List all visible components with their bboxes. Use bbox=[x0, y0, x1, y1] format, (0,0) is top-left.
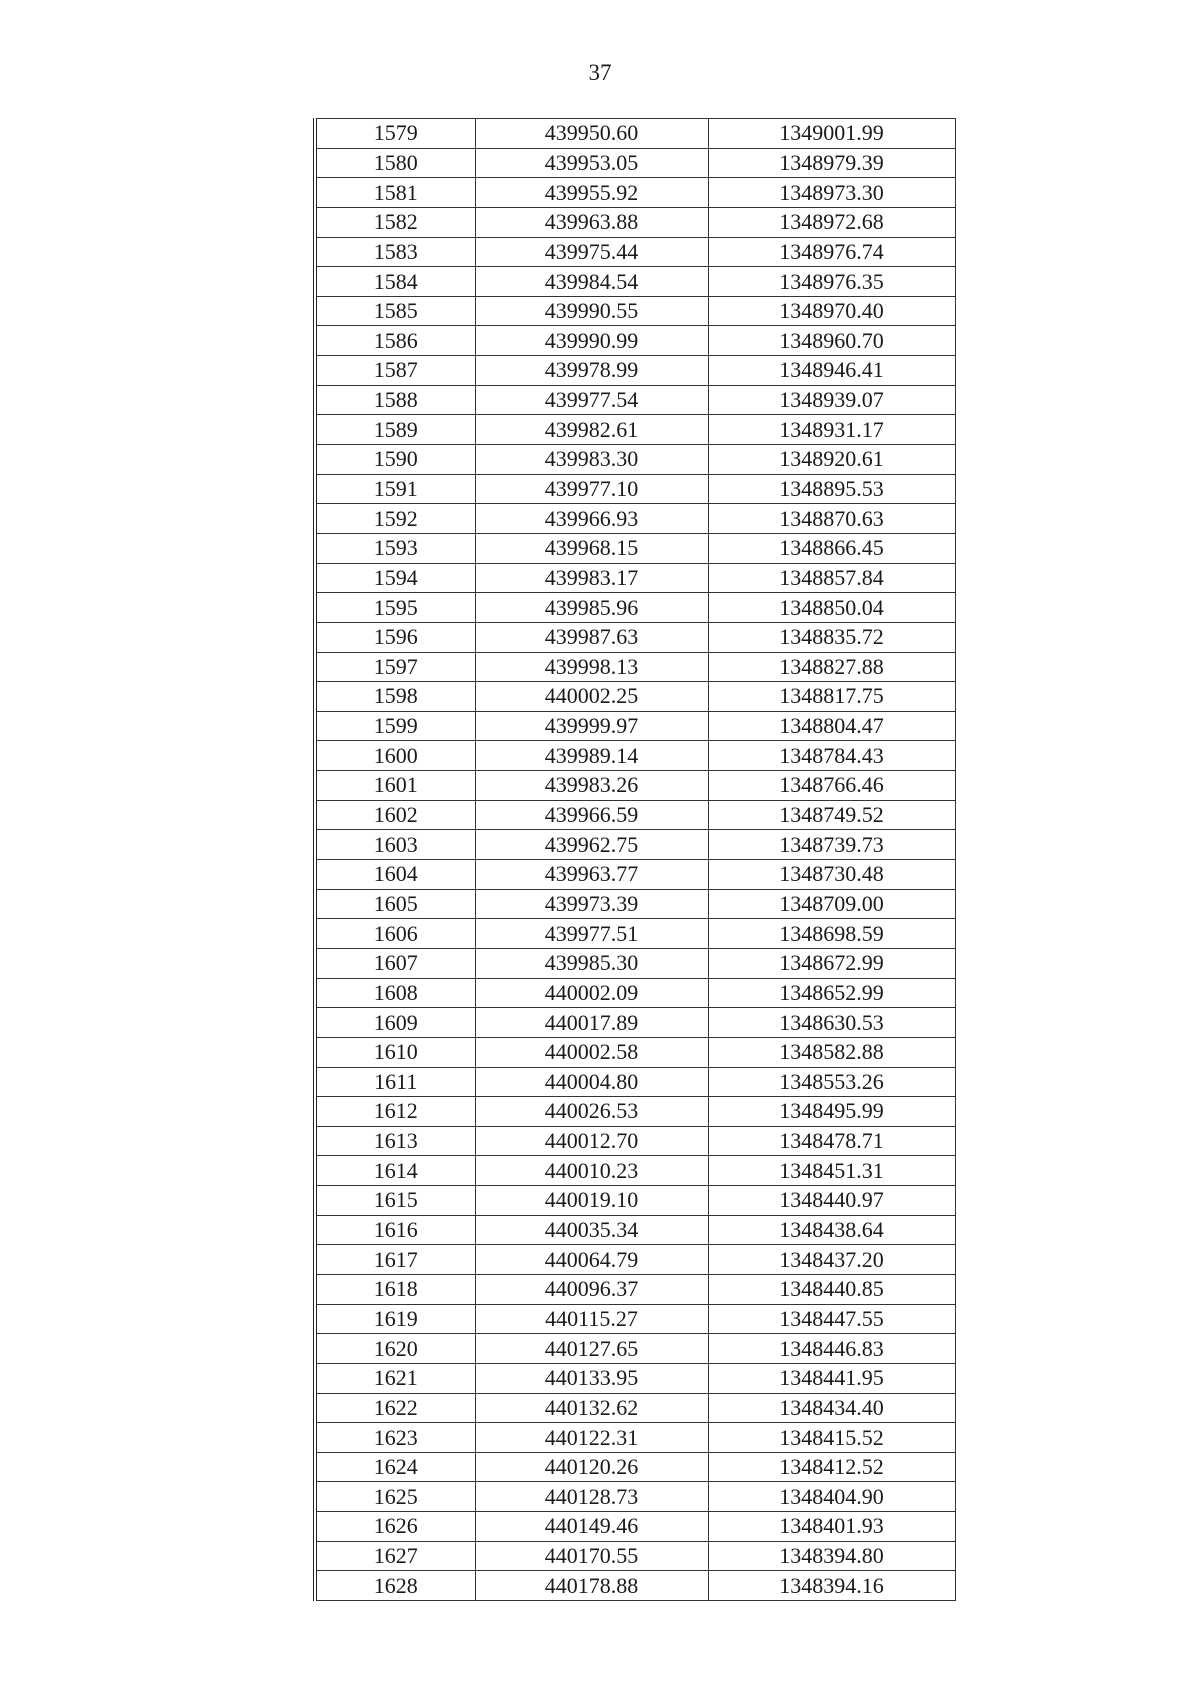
table-row bbox=[315, 445, 955, 475]
x-coordinate-cell: 440002.09 bbox=[475, 978, 708, 1008]
point-number-cell: 1613 bbox=[315, 1126, 475, 1156]
x-coordinate-cell: 439987.63 bbox=[475, 622, 708, 652]
table-row bbox=[315, 652, 955, 682]
x-coordinate-cell: 440004.80 bbox=[475, 1067, 708, 1097]
table-row bbox=[315, 1245, 955, 1275]
point-number-cell: 1615 bbox=[315, 1186, 475, 1216]
table-row bbox=[315, 326, 955, 356]
x-coordinate-cell: 440064.79 bbox=[475, 1245, 708, 1275]
y-coordinate-cell: 1348630.53 bbox=[708, 1008, 955, 1038]
x-coordinate-cell: 439975.44 bbox=[475, 237, 708, 267]
y-coordinate-cell: 1348866.45 bbox=[708, 533, 955, 563]
table-row bbox=[315, 682, 955, 712]
point-number-cell: 1605 bbox=[315, 889, 475, 919]
x-coordinate-cell: 439985.30 bbox=[475, 948, 708, 978]
point-number-cell: 1616 bbox=[315, 1215, 475, 1245]
point-number-cell: 1591 bbox=[315, 474, 475, 504]
point-number-cell: 1594 bbox=[315, 563, 475, 593]
y-coordinate-cell: 1348447.55 bbox=[708, 1304, 955, 1334]
table-row bbox=[315, 533, 955, 563]
x-coordinate-cell: 440122.31 bbox=[475, 1423, 708, 1453]
point-number-cell: 1601 bbox=[315, 771, 475, 801]
x-coordinate-cell: 439983.30 bbox=[475, 445, 708, 475]
point-number-cell: 1599 bbox=[315, 711, 475, 741]
y-coordinate-cell: 1348394.80 bbox=[708, 1541, 955, 1571]
table-row bbox=[315, 830, 955, 860]
table-row bbox=[315, 1126, 955, 1156]
y-coordinate-cell: 1348973.30 bbox=[708, 178, 955, 208]
point-number-cell: 1596 bbox=[315, 622, 475, 652]
point-number-cell: 1618 bbox=[315, 1274, 475, 1304]
x-coordinate-cell: 439955.92 bbox=[475, 178, 708, 208]
point-number-cell: 1610 bbox=[315, 1037, 475, 1067]
x-coordinate-cell: 439982.61 bbox=[475, 415, 708, 445]
x-coordinate-cell: 439963.88 bbox=[475, 207, 708, 237]
point-number-cell: 1600 bbox=[315, 741, 475, 771]
x-coordinate-cell: 440035.34 bbox=[475, 1215, 708, 1245]
table-row bbox=[315, 1512, 955, 1542]
table-row bbox=[315, 1482, 955, 1512]
table-row bbox=[315, 919, 955, 949]
point-number-cell: 1628 bbox=[315, 1571, 475, 1601]
x-coordinate-cell: 439990.99 bbox=[475, 326, 708, 356]
table-row bbox=[315, 385, 955, 415]
x-coordinate-cell: 439977.10 bbox=[475, 474, 708, 504]
table-row bbox=[315, 1363, 955, 1393]
y-coordinate-cell: 1348709.00 bbox=[708, 889, 955, 919]
table-row bbox=[315, 563, 955, 593]
point-number-cell: 1581 bbox=[315, 178, 475, 208]
x-coordinate-cell: 439989.14 bbox=[475, 741, 708, 771]
table-row bbox=[315, 178, 955, 208]
table-row bbox=[315, 1186, 955, 1216]
table-row bbox=[315, 267, 955, 297]
table-row bbox=[315, 771, 955, 801]
y-coordinate-cell: 1348441.95 bbox=[708, 1363, 955, 1393]
table-row bbox=[315, 237, 955, 267]
y-coordinate-cell: 1348784.43 bbox=[708, 741, 955, 771]
y-coordinate-cell: 1348652.99 bbox=[708, 978, 955, 1008]
y-coordinate-cell: 1348415.52 bbox=[708, 1423, 955, 1453]
y-coordinate-cell: 1348698.59 bbox=[708, 919, 955, 949]
x-coordinate-cell: 440178.88 bbox=[475, 1571, 708, 1601]
point-number-cell: 1589 bbox=[315, 415, 475, 445]
y-coordinate-cell: 1348979.39 bbox=[708, 148, 955, 178]
table-row bbox=[315, 1274, 955, 1304]
point-number-cell: 1588 bbox=[315, 385, 475, 415]
y-coordinate-cell: 1348895.53 bbox=[708, 474, 955, 504]
table-row bbox=[315, 474, 955, 504]
point-number-cell: 1585 bbox=[315, 296, 475, 326]
table-row bbox=[315, 1008, 955, 1038]
y-coordinate-cell: 1348438.64 bbox=[708, 1215, 955, 1245]
y-coordinate-cell: 1348850.04 bbox=[708, 593, 955, 623]
y-coordinate-cell: 1348440.97 bbox=[708, 1186, 955, 1216]
point-number-cell: 1580 bbox=[315, 148, 475, 178]
table-row bbox=[315, 800, 955, 830]
point-number-cell: 1607 bbox=[315, 948, 475, 978]
x-coordinate-cell: 440010.23 bbox=[475, 1156, 708, 1186]
y-coordinate-cell: 1348553.26 bbox=[708, 1067, 955, 1097]
table-row bbox=[315, 741, 955, 771]
y-coordinate-cell: 1348920.61 bbox=[708, 445, 955, 475]
table-row bbox=[315, 978, 955, 1008]
page-number: 37 bbox=[588, 60, 612, 85]
y-coordinate-cell: 1348440.85 bbox=[708, 1274, 955, 1304]
y-coordinate-cell: 1348976.74 bbox=[708, 237, 955, 267]
point-number-cell: 1609 bbox=[315, 1008, 475, 1038]
table-row bbox=[315, 148, 955, 178]
x-coordinate-cell: 440096.37 bbox=[475, 1274, 708, 1304]
point-number-cell: 1617 bbox=[315, 1245, 475, 1275]
y-coordinate-cell: 1348451.31 bbox=[708, 1156, 955, 1186]
x-coordinate-cell: 440128.73 bbox=[475, 1482, 708, 1512]
y-coordinate-cell: 1348939.07 bbox=[708, 385, 955, 415]
table-row bbox=[315, 504, 955, 534]
x-coordinate-cell: 439998.13 bbox=[475, 652, 708, 682]
y-coordinate-cell: 1348434.40 bbox=[708, 1393, 955, 1423]
table-row bbox=[315, 1304, 955, 1334]
y-coordinate-cell: 1348739.73 bbox=[708, 830, 955, 860]
point-number-cell: 1604 bbox=[315, 860, 475, 890]
x-coordinate-cell: 439962.75 bbox=[475, 830, 708, 860]
x-coordinate-cell: 440019.10 bbox=[475, 1186, 708, 1216]
table-row bbox=[315, 1452, 955, 1482]
y-coordinate-cell: 1348835.72 bbox=[708, 622, 955, 652]
x-coordinate-cell: 439984.54 bbox=[475, 267, 708, 297]
y-coordinate-cell: 1348730.48 bbox=[708, 860, 955, 890]
y-coordinate-cell: 1348437.20 bbox=[708, 1245, 955, 1275]
x-coordinate-cell: 439990.55 bbox=[475, 296, 708, 326]
point-number-cell: 1620 bbox=[315, 1334, 475, 1364]
table-row bbox=[315, 860, 955, 890]
y-coordinate-cell: 1348960.70 bbox=[708, 326, 955, 356]
point-number-cell: 1602 bbox=[315, 800, 475, 830]
point-number-cell: 1603 bbox=[315, 830, 475, 860]
x-coordinate-cell: 439999.97 bbox=[475, 711, 708, 741]
table-row bbox=[315, 622, 955, 652]
y-coordinate-cell: 1348478.71 bbox=[708, 1126, 955, 1156]
point-number-cell: 1611 bbox=[315, 1067, 475, 1097]
table-row bbox=[315, 1037, 955, 1067]
x-coordinate-cell: 439953.05 bbox=[475, 148, 708, 178]
x-coordinate-cell: 440133.95 bbox=[475, 1363, 708, 1393]
table-row bbox=[315, 1215, 955, 1245]
table-row bbox=[315, 711, 955, 741]
x-coordinate-cell: 440115.27 bbox=[475, 1304, 708, 1334]
x-coordinate-cell: 439966.59 bbox=[475, 800, 708, 830]
y-coordinate-cell: 1348972.68 bbox=[708, 207, 955, 237]
x-coordinate-cell: 440149.46 bbox=[475, 1512, 708, 1542]
table-row bbox=[315, 1334, 955, 1364]
point-number-cell: 1597 bbox=[315, 652, 475, 682]
point-number-cell: 1623 bbox=[315, 1423, 475, 1453]
x-coordinate-cell: 439977.51 bbox=[475, 919, 708, 949]
x-coordinate-cell: 439963.77 bbox=[475, 860, 708, 890]
x-coordinate-cell: 440120.26 bbox=[475, 1452, 708, 1482]
point-number-cell: 1624 bbox=[315, 1452, 475, 1482]
table-row bbox=[315, 356, 955, 386]
point-number-cell: 1584 bbox=[315, 267, 475, 297]
table-row bbox=[315, 1571, 955, 1601]
table-row bbox=[315, 1393, 955, 1423]
table-row bbox=[315, 415, 955, 445]
point-number-cell: 1582 bbox=[315, 207, 475, 237]
x-coordinate-cell: 440017.89 bbox=[475, 1008, 708, 1038]
point-number-cell: 1622 bbox=[315, 1393, 475, 1423]
table-row bbox=[315, 1541, 955, 1571]
y-coordinate-cell: 1348412.52 bbox=[708, 1452, 955, 1482]
table-row bbox=[315, 207, 955, 237]
y-coordinate-cell: 1348766.46 bbox=[708, 771, 955, 801]
coordinates-table bbox=[313, 118, 956, 1601]
y-coordinate-cell: 1348817.75 bbox=[708, 682, 955, 712]
point-number-cell: 1595 bbox=[315, 593, 475, 623]
table-row bbox=[315, 1156, 955, 1186]
coordinates-table-container bbox=[313, 118, 953, 1601]
x-coordinate-cell: 439966.93 bbox=[475, 504, 708, 534]
y-coordinate-cell: 1348827.88 bbox=[708, 652, 955, 682]
point-number-cell: 1627 bbox=[315, 1541, 475, 1571]
table-row bbox=[315, 889, 955, 919]
y-coordinate-cell: 1348495.99 bbox=[708, 1097, 955, 1127]
x-coordinate-cell: 440127.65 bbox=[475, 1334, 708, 1364]
x-coordinate-cell: 439950.60 bbox=[475, 119, 708, 149]
y-coordinate-cell: 1348446.83 bbox=[708, 1334, 955, 1364]
x-coordinate-cell: 439985.96 bbox=[475, 593, 708, 623]
point-number-cell: 1612 bbox=[315, 1097, 475, 1127]
point-number-cell: 1614 bbox=[315, 1156, 475, 1186]
x-coordinate-cell: 440002.25 bbox=[475, 682, 708, 712]
point-number-cell: 1579 bbox=[315, 119, 475, 149]
table-row bbox=[315, 1097, 955, 1127]
y-coordinate-cell: 1348804.47 bbox=[708, 711, 955, 741]
point-number-cell: 1586 bbox=[315, 326, 475, 356]
y-coordinate-cell: 1348946.41 bbox=[708, 356, 955, 386]
x-coordinate-cell: 440026.53 bbox=[475, 1097, 708, 1127]
y-coordinate-cell: 1348749.52 bbox=[708, 800, 955, 830]
y-coordinate-cell: 1348976.35 bbox=[708, 267, 955, 297]
x-coordinate-cell: 440012.70 bbox=[475, 1126, 708, 1156]
x-coordinate-cell: 439977.54 bbox=[475, 385, 708, 415]
y-coordinate-cell: 1348582.88 bbox=[708, 1037, 955, 1067]
table-row bbox=[315, 1423, 955, 1453]
x-coordinate-cell: 439978.99 bbox=[475, 356, 708, 386]
y-coordinate-cell: 1348401.93 bbox=[708, 1512, 955, 1542]
coordinates-table-body bbox=[315, 119, 955, 1601]
x-coordinate-cell: 440170.55 bbox=[475, 1541, 708, 1571]
table-row bbox=[315, 296, 955, 326]
x-coordinate-cell: 440132.62 bbox=[475, 1393, 708, 1423]
y-coordinate-cell: 1348404.90 bbox=[708, 1482, 955, 1512]
point-number-cell: 1592 bbox=[315, 504, 475, 534]
x-coordinate-cell: 440002.58 bbox=[475, 1037, 708, 1067]
y-coordinate-cell: 1348870.63 bbox=[708, 504, 955, 534]
point-number-cell: 1626 bbox=[315, 1512, 475, 1542]
y-coordinate-cell: 1348931.17 bbox=[708, 415, 955, 445]
point-number-cell: 1619 bbox=[315, 1304, 475, 1334]
y-coordinate-cell: 1349001.99 bbox=[708, 119, 955, 149]
table-row bbox=[315, 593, 955, 623]
table-row bbox=[315, 119, 955, 149]
x-coordinate-cell: 439983.26 bbox=[475, 771, 708, 801]
table-row bbox=[315, 1067, 955, 1097]
point-number-cell: 1606 bbox=[315, 919, 475, 949]
x-coordinate-cell: 439983.17 bbox=[475, 563, 708, 593]
y-coordinate-cell: 1348672.99 bbox=[708, 948, 955, 978]
x-coordinate-cell: 439973.39 bbox=[475, 889, 708, 919]
point-number-cell: 1590 bbox=[315, 445, 475, 475]
point-number-cell: 1608 bbox=[315, 978, 475, 1008]
point-number-cell: 1621 bbox=[315, 1363, 475, 1393]
y-coordinate-cell: 1348970.40 bbox=[708, 296, 955, 326]
x-coordinate-cell: 439968.15 bbox=[475, 533, 708, 563]
table-row bbox=[315, 948, 955, 978]
point-number-cell: 1625 bbox=[315, 1482, 475, 1512]
y-coordinate-cell: 1348857.84 bbox=[708, 563, 955, 593]
point-number-cell: 1593 bbox=[315, 533, 475, 563]
y-coordinate-cell: 1348394.16 bbox=[708, 1571, 955, 1601]
point-number-cell: 1583 bbox=[315, 237, 475, 267]
point-number-cell: 1598 bbox=[315, 682, 475, 712]
point-number-cell: 1587 bbox=[315, 356, 475, 386]
